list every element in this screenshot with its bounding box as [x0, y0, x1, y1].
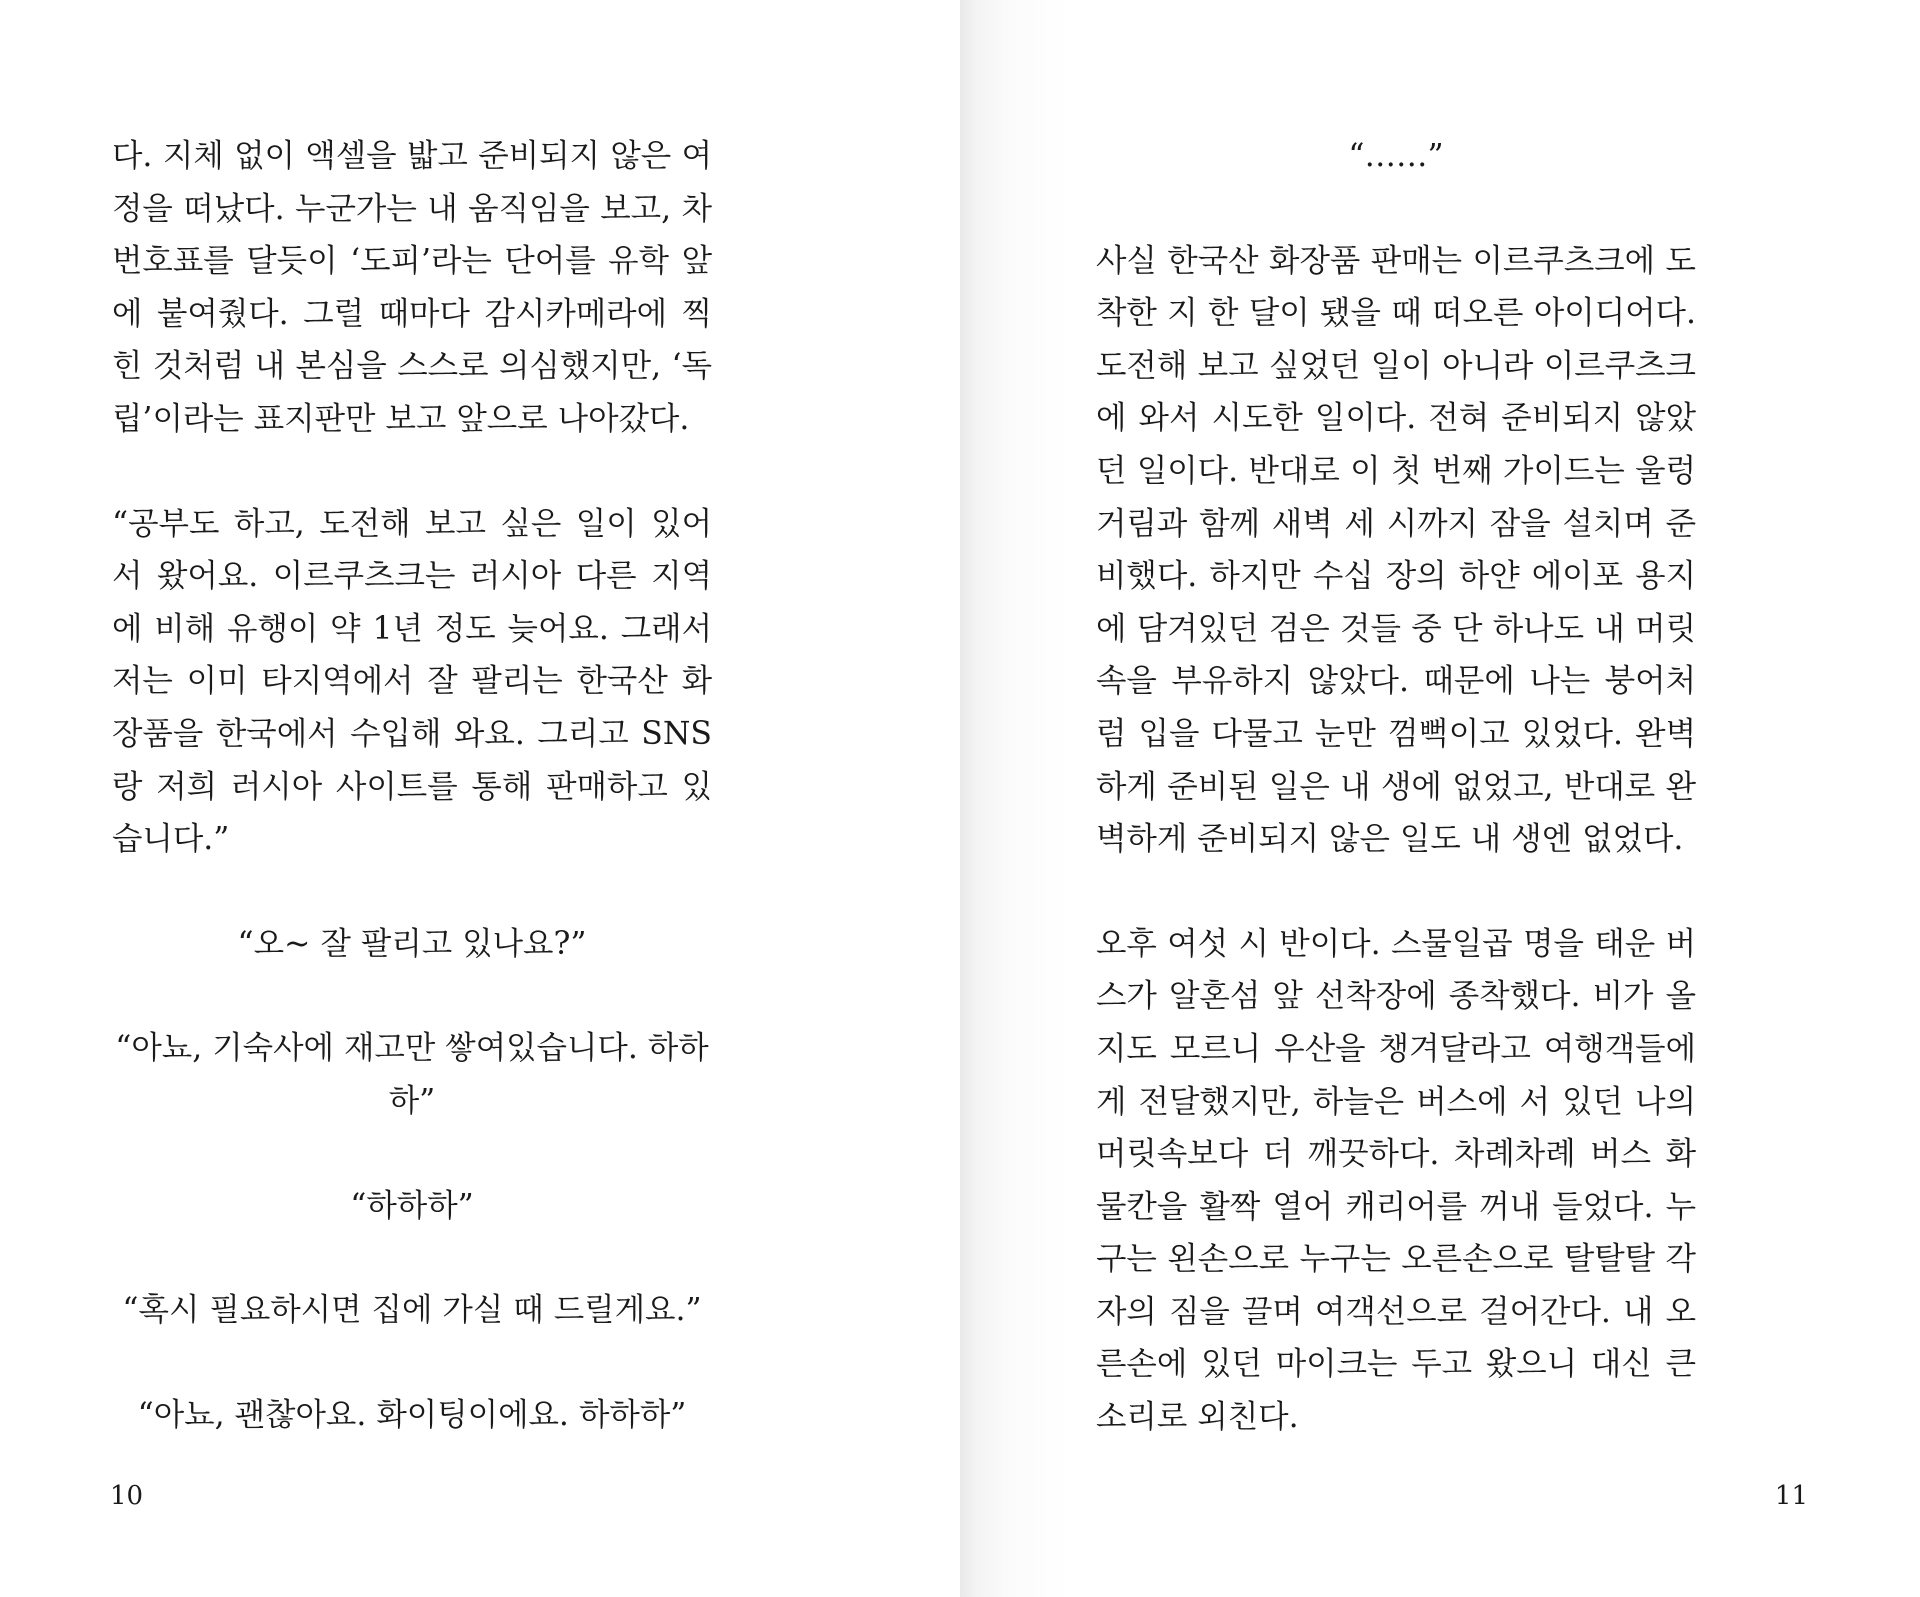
right-page-text	[1096, 130, 1696, 1444]
dialogue-line: “……”	[1348, 138, 1444, 174]
left-page-text	[112, 130, 712, 1441]
dialogue-line: “오~ 잘 팔리고 있나요?”	[237, 925, 587, 962]
dialogue-line: “아뇨, 괜찮아요. 화이팅이에요. 하하하”	[137, 1396, 687, 1433]
narration-paragraph: 다. 지체 없이 액셀을 밟고 준비되지 않은 여정을 떠났다. 누군가는 내 움직임을 보고, 차 번호표를 달듯이 ‘도피’라는 단어를 유학 앞에 붙여줬다. 그럴 때마다 감시카메라에 찍힌 것처럼 내 본심을 스스로 의심했지만, ‘독립’이라는 표지판만 보고 앞으로 나아갔다.	[112, 138, 712, 437]
dialogue-line: “하하하”	[350, 1187, 474, 1224]
dialogue-line: “아뇨, 기숙사에 재고만 쌓여있습니다. 하하하”	[115, 1030, 709, 1119]
page-number-right: 11	[1774, 1481, 1808, 1511]
page-number-left: 10	[110, 1481, 144, 1511]
narration-paragraph: 오후 여섯 시 반이다. 스물일곱 명을 태운 버스가 알혼섬 앞 선착장에 종착했다. 비가 올지도 모르니 우산을 챙겨달라고 여행객들에게 전달했지만, 하늘은 버스에 서 있던 나의 머릿속보다 더 깨끗하다. 차례차례 버스 화물칸을 활짝 열어 캐리어를 꺼내 들었다. 누구는 왼손으로 누구는 오른손으로 탈탈탈 각자의 짐을 끌며 여객선으로 걸어간다. 내 오른손에 있던 마이크는 두고 왔으니 대신 큰 소리로 외친다.	[1096, 925, 1696, 1436]
right-page	[960, 0, 1920, 1597]
narration-paragraph: 사실 한국산 화장품 판매는 이르쿠츠크에 도착한 지 한 달이 됐을 때 떠오른 아이디어다. 도전해 보고 싶었던 일이 아니라 이르쿠츠크에 와서 시도한 일이다. 전혀 준비되지 않았던 일이다. 반대로 이 첫 번째 가이드는 울렁거림과 함께 새벽 세 시까지 잠을 설치며 준비했다. 하지만 수십 장의 하얀 에이포 용지에 담겨있던 검은 것들 중 단 하나도 내 머릿속을 부유하지 않았다. 때문에 나는 붕어처럼 입을 다물고 눈만 껌뻑이고 있었다. 완벽하게 준비된 일은 내 생에 없었고, 반대로 완벽하게 준비되지 않은 일도 내 생엔 없었다.	[1096, 242, 1696, 858]
dialogue-paragraph: “공부도 하고, 도전해 보고 싶은 일이 있어서 왔어요. 이르쿠츠크는 러시아 다른 지역에 비해 유행이 약 1년 정도 늦어요. 그래서 저는 이미 타지역에서 잘 팔리는 한국산 화장품을 한국에서 수입해 와요. 그리고 SNS랑 저희 러시아 사이트를 통해 판매하고 있습니다.”	[112, 505, 712, 858]
dialogue-line: “혹시 필요하시면 집에 가실 때 드릴게요.”	[122, 1292, 702, 1329]
